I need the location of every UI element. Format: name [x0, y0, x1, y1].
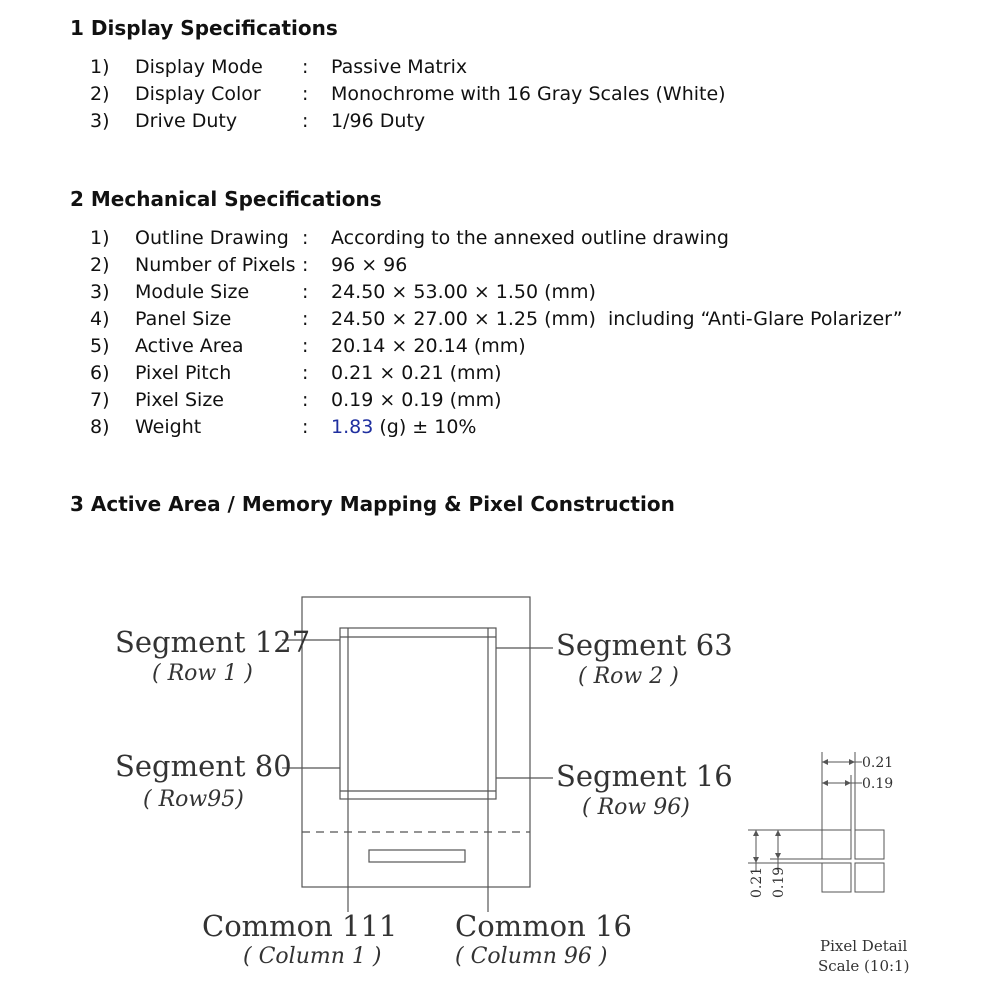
spec-colon: : [302, 416, 309, 438]
pixel-cell [822, 830, 851, 859]
spec-value: 20.14 × 20.14 (mm) [331, 335, 526, 357]
seg80-label: Segment 80 [115, 749, 292, 783]
spec-label: Display Mode [135, 56, 263, 78]
spec-note: including “Anti-Glare Polarizer” [608, 308, 903, 330]
spec-colon: : [302, 110, 309, 132]
spec-colon: : [302, 362, 309, 384]
com16-col: ( Column 96 ) [455, 944, 608, 969]
spec-label: Drive Duty [135, 110, 238, 132]
spec-colon: : [302, 308, 309, 330]
spec-label: Pixel Pitch [135, 362, 232, 384]
spec-number: 4) [90, 308, 110, 330]
pixel-cell [855, 863, 884, 892]
connector-pad [369, 850, 465, 862]
spec-number: 2) [90, 254, 110, 276]
pixel-pitch-left: 0.21 [749, 866, 765, 898]
spec-colon: : [302, 389, 309, 411]
com16-label: Common 16 [455, 909, 632, 943]
spec-label: Panel Size [135, 308, 232, 330]
weight-rest: (g) ± 10% [373, 416, 477, 438]
spec-label: Number of Pixels [135, 254, 296, 276]
spec-number: 2) [90, 83, 110, 105]
section-3-title: 3 Active Area / Memory Mapping & Pixel Construction [70, 492, 675, 516]
spec-label: Outline Drawing [135, 227, 289, 249]
spec-value: 24.50 × 53.00 × 1.50 (mm) [331, 281, 596, 303]
spec-colon: : [302, 83, 309, 105]
pixel-cell [822, 863, 851, 892]
spec-colon: : [302, 56, 309, 78]
spec-colon: : [302, 335, 309, 357]
spec-value: 0.21 × 0.21 (mm) [331, 362, 502, 384]
pixel-size-left: 0.19 [771, 866, 787, 898]
spec-value: Monochrome with 16 Gray Scales (White) [331, 83, 726, 105]
seg16-label: Segment 16 [556, 759, 733, 793]
spec-value: 24.50 × 27.00 × 1.25 (mm) [331, 308, 596, 330]
seg80-row: ( Row95) [143, 787, 244, 812]
com111-col: ( Column 1 ) [243, 944, 382, 969]
seg63-row: ( Row 2 ) [578, 664, 679, 689]
spec-number: 7) [90, 389, 110, 411]
seg16-row: ( Row 96) [582, 795, 690, 820]
pixel-caption-2: Scale (10:1) [818, 957, 910, 975]
spec-number: 6) [90, 362, 110, 384]
pixel-size-top: 0.19 [862, 776, 894, 792]
pixel-detail [748, 752, 884, 892]
spec-number: 3) [90, 281, 110, 303]
spec-value: According to the annexed outline drawing [331, 227, 729, 249]
weight-highlight: 1.83 [331, 416, 374, 438]
spec-label: Active Area [135, 335, 244, 357]
seg127-label: Segment 127 [115, 625, 311, 659]
spec-label: Weight [135, 416, 202, 438]
active-area [340, 628, 496, 799]
com111-label: Common 111 [202, 909, 398, 943]
spec-value: 96 × 96 [331, 254, 408, 276]
spec-colon: : [302, 254, 309, 276]
pixel-pitch-top: 0.21 [862, 755, 894, 771]
spec-value: 1/96 Duty [331, 110, 426, 132]
seg127-row: ( Row 1 ) [152, 661, 253, 686]
pixel-caption-1: Pixel Detail [820, 937, 908, 955]
spec-number: 5) [90, 335, 110, 357]
spec-label: Pixel Size [135, 389, 224, 411]
spec-number: 3) [90, 110, 110, 132]
spec-number: 1) [90, 227, 110, 249]
spec-colon: : [302, 281, 309, 303]
spec-number: 8) [90, 416, 110, 438]
section-1-title: 1 Display Specifications [70, 16, 338, 40]
seg63-label: Segment 63 [556, 628, 733, 662]
spec-label: Display Color [135, 83, 261, 105]
spec-value: Passive Matrix [331, 56, 468, 78]
spec-colon: : [302, 227, 309, 249]
spec-value: 0.19 × 0.19 (mm) [331, 389, 502, 411]
pixel-cell [855, 830, 884, 859]
spec-number: 1) [90, 56, 110, 78]
spec-label: Module Size [135, 281, 250, 303]
section-2-title: 2 Mechanical Specifications [70, 187, 382, 211]
